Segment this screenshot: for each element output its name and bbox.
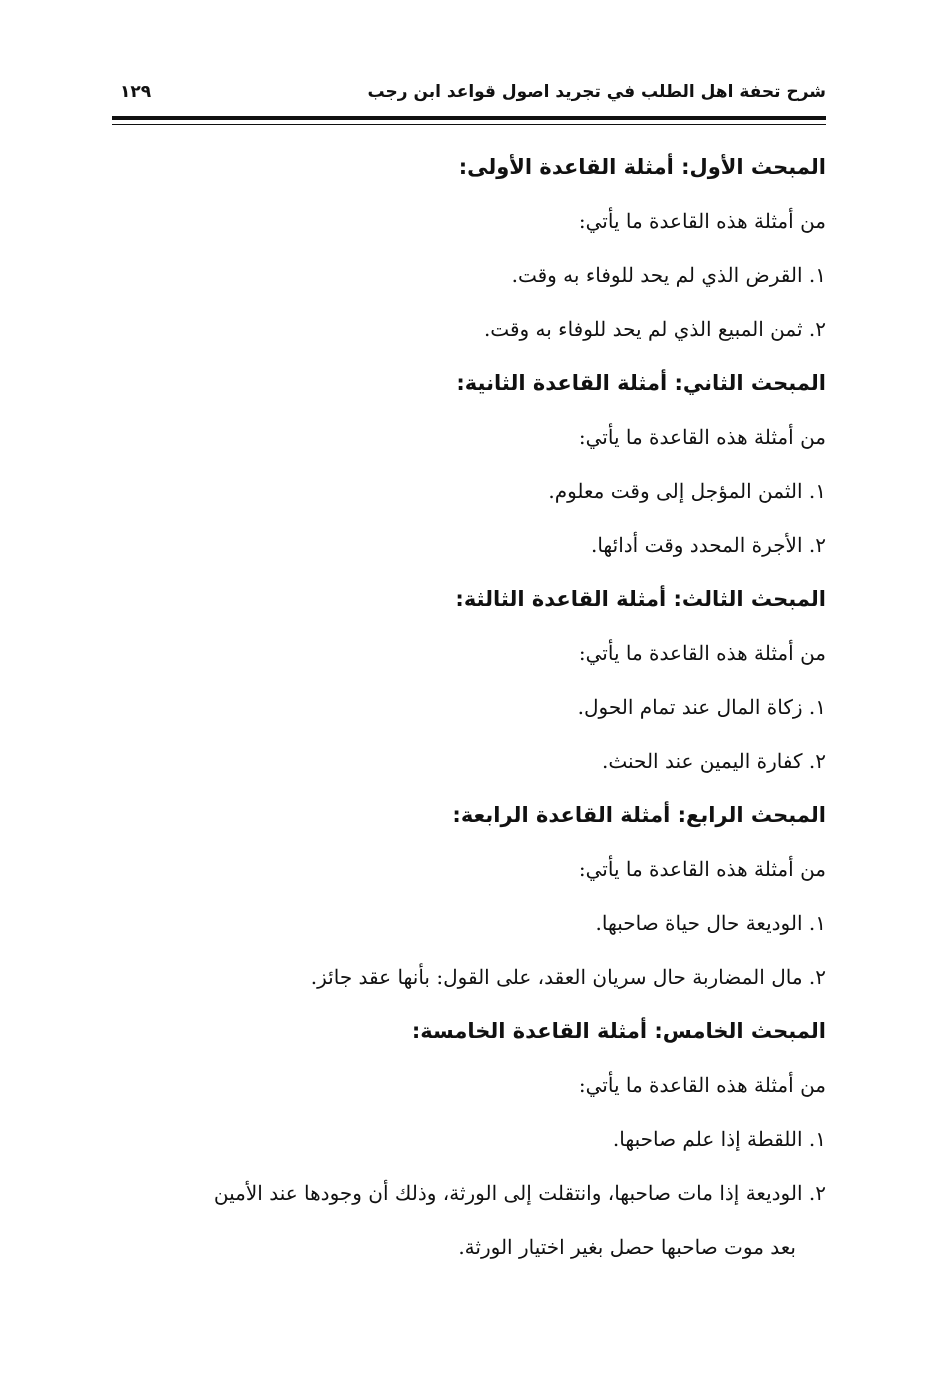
list-item: ١. اللقطة إذا علم صاحبها. (612, 1127, 826, 1151)
section-heading-2: المبحث الثاني: أمثلة القاعدة الثانية: (456, 371, 826, 395)
page-body (100, 140, 826, 1274)
list-item: ٢. ثمن المبيع الذي لم يحد للوفاء به وقت. (483, 317, 826, 341)
section-intro: من أمثلة هذه القاعدة ما يأتي: (578, 209, 826, 233)
section-intro: من أمثلة هذه القاعدة ما يأتي: (578, 1073, 826, 1097)
list-item: ١. زكاة المال عند تمام الحول. (577, 695, 826, 719)
section-heading-1: المبحث الأول: أمثلة القاعدة الأولى: (458, 155, 826, 179)
list-item: ٢. الأجرة المحدد وقت أدائها. (590, 533, 826, 557)
book-title: شرح تحفة اهل الطلب في تجريد اصول قواعد ابن رجب (367, 82, 826, 102)
list-item: ٢. مال المضاربة حال سريان العقد، على القول: بأنها عقد جائز. (310, 965, 826, 989)
list-item: ١. القرض الذي لم يحد للوفاء به وقت. (511, 263, 826, 287)
section-heading-4: المبحث الرابع: أمثلة القاعدة الرابعة: (452, 803, 826, 827)
section-intro: من أمثلة هذه القاعدة ما يأتي: (578, 425, 826, 449)
list-item: ١. الثمن المؤجل إلى وقت معلوم. (548, 479, 826, 503)
header-rule-thick (112, 116, 826, 120)
section-intro: من أمثلة هذه القاعدة ما يأتي: (578, 857, 826, 881)
list-item: ٢. الوديعة إذا مات صاحبها، وانتقلت إلى الورثة، وذلك أن وجودها عند الأمين (213, 1181, 826, 1205)
list-item: ٢. كفارة اليمين عند الحنث. (602, 749, 826, 773)
running-header (112, 80, 826, 108)
list-item-continuation: بعد موت صاحبها حصل بغير اختيار الورثة. (458, 1235, 796, 1259)
page-number: ١٢٩ (120, 82, 152, 102)
header-rule-thin (112, 124, 826, 125)
section-heading-5: المبحث الخامس: أمثلة القاعدة الخامسة: (411, 1019, 826, 1043)
list-item: ١. الوديعة حال حياة صاحبها. (595, 911, 826, 935)
section-heading-3: المبحث الثالث: أمثلة القاعدة الثالثة: (455, 587, 826, 611)
section-intro: من أمثلة هذه القاعدة ما يأتي: (578, 641, 826, 665)
